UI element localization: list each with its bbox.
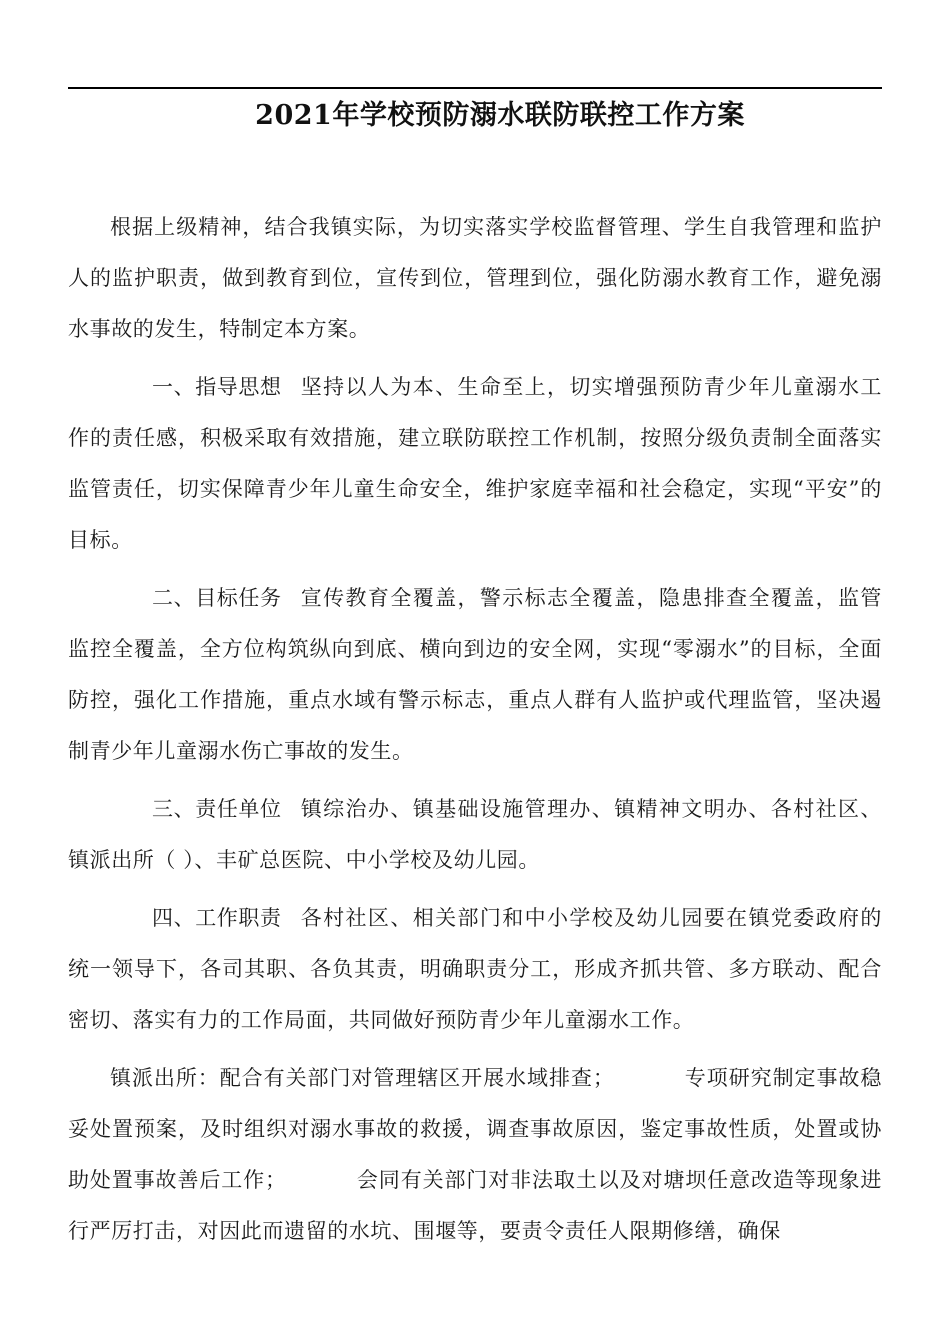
document-title: 2021年学校预防溺水联防联控工作方案 [255, 100, 745, 131]
header-rule [68, 87, 882, 89]
section-heading: 四、工作职责 [152, 906, 282, 930]
police-duties-paragraph [68, 1053, 882, 1257]
section-duties [68, 893, 882, 1046]
section-guiding-ideology [68, 362, 882, 566]
section-text: 镇综治办、镇基础设施管理办、镇精神文明办、各村社区、镇派出所（ ）、丰矿总医院、中小学校及幼儿园。 [68, 797, 882, 872]
document-body [68, 202, 882, 1264]
intro-paragraph: 根据上级精神，结合我镇实际，为切实落实学校监督管理、学生自我管理和监护人的监护职责，做到教育到位，宣传到位，管理到位，强化防溺水教育工作，避免溺水事故的发生，特制定本方案。 [68, 215, 882, 341]
section-goals [68, 573, 882, 777]
section-heading: 三、责任单位 [152, 797, 282, 821]
section-text: 宣传教育全覆盖，警示标志全覆盖，隐患排查全覆盖，监管监控全覆盖，全方位构筑纵向到底、横向到边的安全网，实现“零溺水”的目标，全面防控，强化工作措施，重点水域有警示标志，重点人群有人监护或代理监管，坚决遏制青少年儿童溺水伤亡事故的发生。 [68, 586, 882, 763]
section-heading: 一、指导思想 [152, 375, 282, 399]
section-text: 各村社区、相关部门和中小学校及幼儿园要在镇党委政府的统一领导下，各司其职、各负其责，明确职责分工，形成齐抓共管、多方联动、配合密切、落实有力的工作局面，共同做好预防青少年儿童溺水工作。 [68, 906, 882, 1032]
section-responsible-units [68, 784, 882, 886]
duty-text-part3: 会同有关部门对非法取土以及对塘坝任意改造等现象进行严厉打击，对因此而遗留的水坑、围堰等，要责令责任人限期修缮，确保 [68, 1168, 882, 1243]
section-text: 坚持以人为本、生命至上，切实增强预防青少年儿童溺水工作的责任感，积极采取有效措施，建立联防联控工作机制，按照分级负责制全面落实监管责任，切实保障青少年儿童生命安全，维护家庭幸福和社会稳定，实现“平安”的目标。 [68, 375, 882, 552]
duty-text-part2: 专项研究制定事故稳妥处置预案，及时组织对溺水事故的救援，调查事故原因，鉴定事故性质，处置或协助处置事故善后工作； [68, 1066, 882, 1192]
section-heading: 二、目标任务 [152, 586, 282, 610]
duty-text-part1: 镇派出所：配合有关部门对管理辖区开展水域排查； [110, 1066, 615, 1090]
